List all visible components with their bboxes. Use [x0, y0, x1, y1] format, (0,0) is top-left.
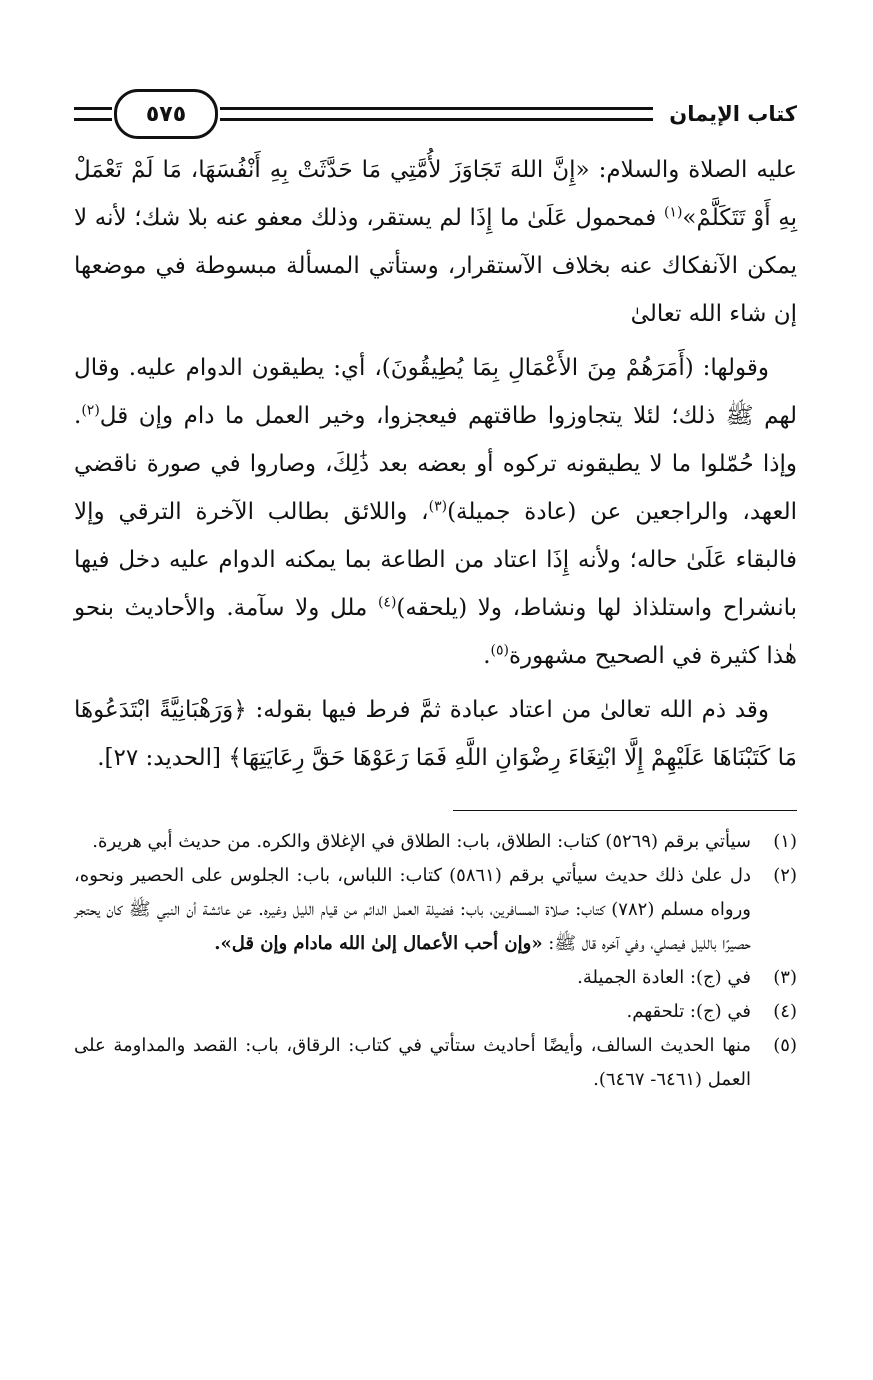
paragraph-1 — [74, 146, 797, 338]
chapter-title: كتاب الإيمان — [669, 102, 797, 126]
main-text — [74, 146, 797, 782]
footnote-4 — [74, 995, 797, 1029]
footnote-text: في (ج): تلحقهم. — [626, 1001, 751, 1022]
p2-text-b: . وإذا حُمّلوا ما لا يطيقونه تركوه أو بعضه بعد ذَٰلِكَ، وصاروا في صورة ناقضي العهد، والراجعين عن (عادة جميلة) — [74, 403, 797, 525]
footnote-ref-5[interactable]: (٥) — [490, 642, 509, 659]
footnote-number: (٣) — [773, 967, 797, 988]
footnote-5 — [74, 1029, 797, 1097]
footnote-ref-4[interactable]: (٤) — [377, 594, 397, 611]
footnote-3 — [74, 961, 797, 995]
footnote-1 — [74, 825, 797, 859]
paragraph-2 — [74, 344, 797, 680]
page-number: ٥٧٥ — [114, 89, 218, 139]
footnote-2 — [74, 859, 797, 961]
p1-text-a: عليه الصلاة والسلام: «إِنَّ اللهَ تَجَاوَزَ لأُمَّتِي مَا حَدَّثَتْ بِهِ أَنْفُسَهَا، مَا لَمْ تَعْمَلْ بِهِ أَوْ تَتَكَلَّمْ» — [74, 157, 797, 231]
running-header — [74, 88, 797, 140]
footnote-text: سيأتي برقم (٥٢٦٩) كتاب: الطلاق، باب: الطلاق في الإغلاق والكره. من حديث أبي هريرة. — [92, 831, 751, 852]
hadith-quote: «وإن أحب الأعمال إلىٰ الله مادام وإن قل». — [214, 933, 543, 954]
footnote-ref-1[interactable]: (١) — [663, 204, 683, 221]
p2-text-d: ملل ولا سآمة. والأحاديث بنحو هٰذا كثيرة في الصحيح مشهورة — [74, 595, 797, 669]
footnote-text — [74, 859, 751, 961]
p2-text-c: ، واللائق بطالب الآخرة الترقي وإلا فالبقاء عَلَىٰ حاله؛ ولأنه إِذَا اعتاد من الطاعة بما يمكنه الدوام عليه دخل فيها بانشراح واستلذاذ لها ونشاط، ولا (يلحقه) — [74, 499, 798, 621]
footnote-divider — [453, 810, 797, 811]
footnote-number: (١) — [773, 831, 797, 852]
footnote-ref-2[interactable]: (٢) — [81, 402, 100, 419]
quran-verse: ﴿وَرَهْبَانِيَّةً ابْتَدَعُوهَا مَا كَتَبْنَاهَا عَلَيْهِمْ إِلَّا ابْتِغَاءَ رِضْوَانِ اللَّهِ فَمَا رَعَوْهَا حَقَّ رِعَايَتِهَا﴾ — [74, 697, 797, 771]
header-rule-left — [74, 107, 112, 121]
footnote-number: (٢) — [773, 865, 797, 886]
footnote-number: (٥) — [773, 1035, 797, 1056]
footnote-text-body: دل علىٰ ذلك حديث سيأتي برقم (٥٨٦١) كتاب: اللباس، باب: الجلوس على الحصير ونحوه، ورواه مسلم (٧٨٢) كتاب: صلاة المسافرين، باب: فضيلة العمل الدائم من قيام الليل وغيره. عن عائشة أن النبي ﷺ كان يحتجر حصيرًا بالليل فيصلي، وفي آخره قال ﷺ: — [74, 865, 751, 954]
footnote-text: منها الحديث السالف، وأيضًا أحاديث ستأتي في كتاب: الرقاق، باب: القصد والمداومة على العمل (٦٤٦١- ٦٤٦٧). — [74, 1035, 751, 1090]
header-rule-right — [220, 107, 653, 121]
p2-text-e: . — [483, 643, 491, 669]
p2-text-a: وقولها: (أَمَرَهُمْ مِنَ الأَعْمَالِ بِمَا يُطِيقُونَ)، أي: يطيقون الدوام عليه. وقال لهم ﷺ ذلك؛ لئلا يتجاوزوا طاقتهم فيعجزوا، وخير العمل ما دام وإن قل — [74, 355, 797, 429]
footnote-text: في (ج): العادة الجميلة. — [577, 967, 751, 988]
footnotes — [74, 825, 797, 1097]
paragraph-3 — [74, 686, 797, 782]
footnote-ref-3[interactable]: (٣) — [428, 498, 448, 515]
verse-reference: [الحديد: ٢٧]. — [97, 745, 229, 771]
footnote-number: (٤) — [773, 1001, 797, 1022]
p1-text-b: فمحمول عَلَىٰ ما إِذَا لم يستقر، وذلك معفو عنه بلا شك؛ لأنه لا يمكن الآنفكاك عنه بخلاف الآستقرار، وستأتي المسألة مبسوطة في موضعها إن شاء الله تعالىٰ — [74, 205, 797, 327]
p3-text-a: وقد ذم الله تعالىٰ من اعتاد عبادة ثمَّ فرط فيها بقوله: — [246, 697, 769, 723]
